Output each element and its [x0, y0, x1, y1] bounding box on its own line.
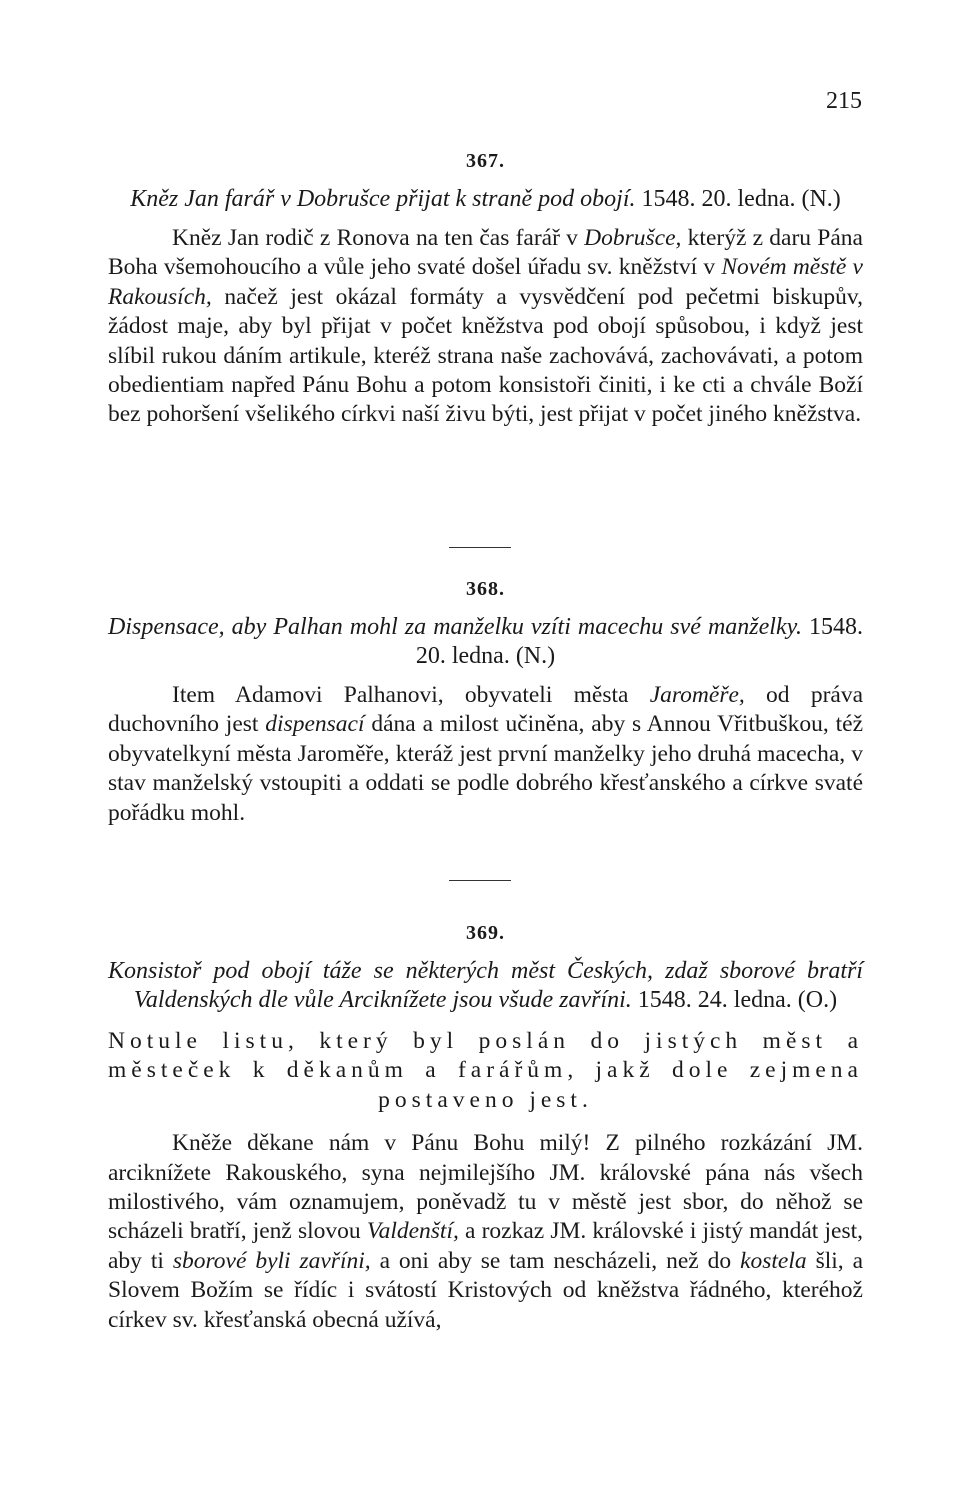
body-text: a rozkaz JM. královské i jistý mandát jest, aby ti: [108, 1218, 863, 1274]
section-number: 369.: [466, 922, 505, 944]
body-text: načež jest okázal formáty a vysvědčení pod pečetmi biskupův, žádost maje, aby byl přijat v počet kněžstva pod obojí spůsobou, i když jest slíbil rukou dáním artikule, kteréž strana naše zachovává, zachovávati, a potom obedientiam napřed Pánu Bohu a potom konsistoři činiti, i ke cti a chvále Boží bez pohoršení všelikého církvi naší živu býti, jest přijat v počet jiného kněžstva.: [108, 283, 863, 428]
section-368: [108, 578, 863, 828]
heading-date: 1548. 20. ledna. (N.): [415, 614, 864, 669]
body-emphasis: dispensací: [265, 711, 365, 738]
heading-text: Dispensace, aby Palhan mohl za manželku vzíti macechu své manželky.: [108, 614, 802, 640]
section-body: [108, 681, 863, 828]
section-divider: [449, 880, 511, 881]
body-text: dána a milost učiněna, aby s Annou Vřitbuškou, též obyvatelkyní města Jaroměře, kteráž jest první manželky jeho druhá macecha, v stav manželský vstoupiti a oddati se podle dobrého křesťanského a církve svaté pořádku mohl.: [108, 711, 863, 826]
section-369: [108, 922, 863, 1335]
letter-intro: Notule listu, který byl poslán do jistých měst a městeček k děkanům a farářům, jakž dole zejmena postaveno jest.: [108, 1028, 863, 1113]
heading-date: 1548. 20. ledna. (N.): [641, 186, 841, 212]
section-body: [108, 224, 863, 430]
heading-text: Konsistoř pod obojí táže se některých měst Českých, zdaž sborové bratří Valdenských dle vůle Arciknížete jsou všude zavříni.: [108, 958, 863, 1013]
body-text: Item Adamovi Palhanovi, obyvateli města: [172, 682, 650, 708]
body-emphasis: kostela: [740, 1247, 807, 1274]
section-heading: [108, 957, 863, 1015]
body-text: Kněže děkane nám v Pánu Bohu milý! Z pilného rozkázání JM. arciknížete Rakouského, syna nejmilejšího JM. královské pána nás všech milostivého, vám oznamujem, poněvadž tu v městě jest sbor, do něhož se scházeli bratří, jenž slovou: [108, 1130, 863, 1245]
body-emphasis: sborové byli zavříni,: [172, 1247, 371, 1274]
section-body: [108, 1129, 863, 1335]
section-divider: [449, 547, 511, 548]
body-emphasis: Novém městě v Rakousích,: [108, 254, 863, 310]
section-number: 367.: [466, 150, 505, 172]
body-text: kterýž z daru Pána Boha všemohoucího a vůle jeho svaté došel úřadu sv. kněžství v: [108, 225, 863, 281]
heading-date: 1548. 24. ledna. (O.): [637, 987, 838, 1013]
page-number: 215: [826, 88, 862, 114]
section-367: [108, 150, 863, 430]
body-text: šli, a Slovem Božím se řídíc i svátostí Kristových od kněžstva řádného, kteréhož církev sv. křesťanská obecná užívá,: [108, 1247, 864, 1333]
body-text: Kněz Jan rodič z Ronova na ten čas farář v: [172, 225, 585, 251]
section-number: 368.: [466, 578, 505, 600]
body-emphasis: Valdenští,: [366, 1218, 459, 1245]
section-heading: [108, 613, 863, 671]
heading-text: Kněz Jan farář v Dobrušce přijat k straně pod obojí.: [130, 186, 636, 212]
body-text: a oni aby se tam nescházeli, než do: [370, 1247, 741, 1274]
body-emphasis: Jaroměře,: [649, 682, 745, 708]
body-emphasis: Dobrušce,: [584, 225, 682, 251]
section-heading: [108, 185, 863, 214]
body-text: od práva duchovního jest: [108, 682, 864, 738]
